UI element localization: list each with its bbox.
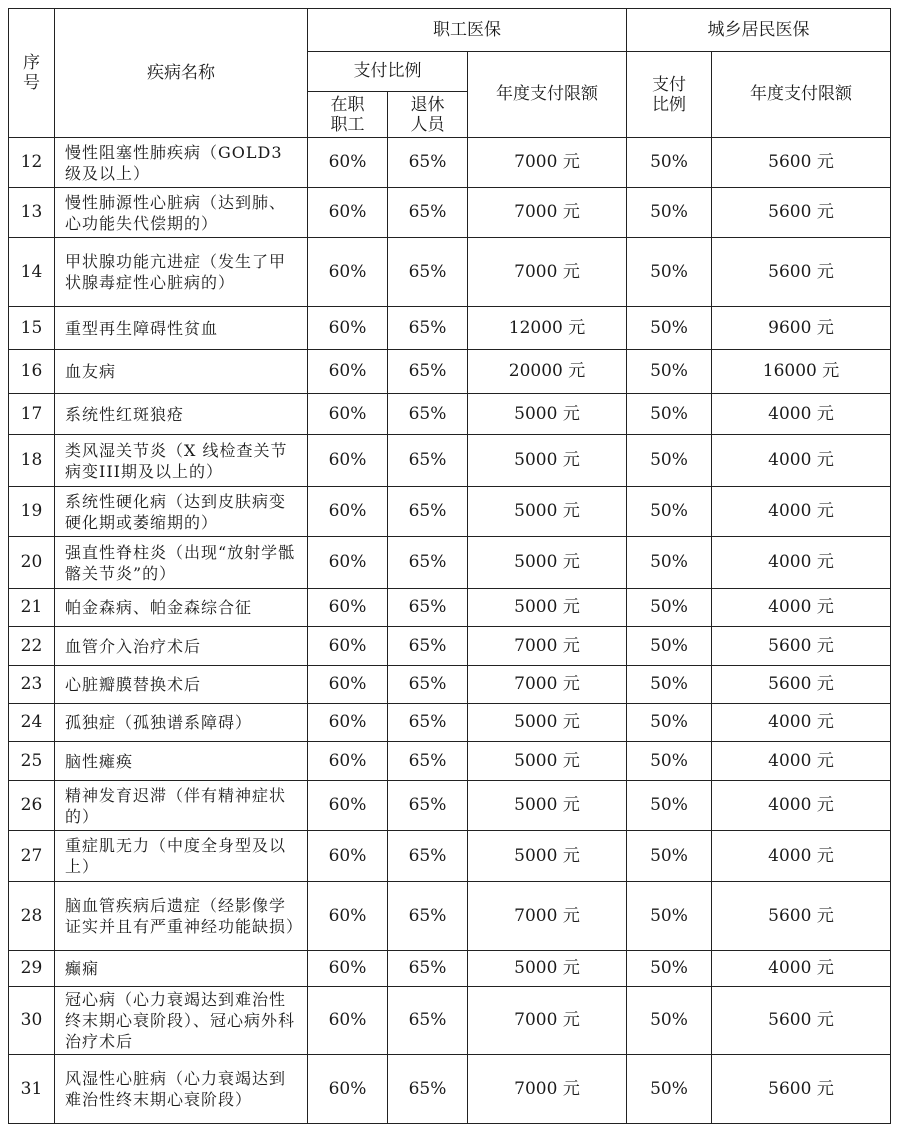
- row-seq: 12: [9, 138, 55, 188]
- row-employee-ratio: 60%: [308, 138, 388, 188]
- row-retired-ratio: 65%: [388, 487, 468, 537]
- table-row: [9, 188, 891, 238]
- row-resident-ratio: 50%: [627, 238, 712, 307]
- row-retired-ratio: 65%: [388, 394, 468, 435]
- row-disease-name: 心脏瓣膜替换术后: [55, 666, 308, 704]
- row-seq: 26: [9, 781, 55, 831]
- row-resident-limit: 9600 元: [712, 307, 891, 350]
- row-employee-limit: 7000 元: [468, 238, 627, 307]
- table-row: [9, 487, 891, 537]
- header-employee-pay-ratio: 支付比例: [308, 52, 468, 92]
- row-employee-limit: 20000 元: [468, 350, 627, 394]
- row-seq: 14: [9, 238, 55, 307]
- row-employee-ratio: 60%: [308, 951, 388, 987]
- row-resident-limit: 16000 元: [712, 350, 891, 394]
- row-disease-name: 重型再生障碍性贫血: [55, 307, 308, 350]
- row-retired-ratio: 65%: [388, 627, 468, 666]
- row-resident-ratio: 50%: [627, 394, 712, 435]
- row-retired-ratio: 65%: [388, 704, 468, 742]
- row-resident-limit: 4000 元: [712, 435, 891, 487]
- row-employee-limit: 7000 元: [468, 987, 627, 1055]
- row-employee-ratio: 60%: [308, 666, 388, 704]
- row-retired-ratio: 65%: [388, 882, 468, 951]
- row-resident-ratio: 50%: [627, 742, 712, 781]
- header-in-service: 在职职工: [308, 92, 388, 138]
- row-resident-ratio: 50%: [627, 350, 712, 394]
- row-retired-ratio: 65%: [388, 435, 468, 487]
- row-seq: 29: [9, 951, 55, 987]
- row-resident-limit: 5600 元: [712, 627, 891, 666]
- row-retired-ratio: 65%: [388, 742, 468, 781]
- table-row: [9, 589, 891, 627]
- row-seq: 21: [9, 589, 55, 627]
- row-resident-ratio: 50%: [627, 781, 712, 831]
- row-disease-name: 系统性硬化病（达到皮肤病变硬化期或萎缩期的）: [55, 487, 308, 537]
- row-resident-ratio: 50%: [627, 589, 712, 627]
- table-row: [9, 350, 891, 394]
- row-employee-ratio: 60%: [308, 781, 388, 831]
- row-seq: 13: [9, 188, 55, 238]
- row-seq: 30: [9, 987, 55, 1055]
- row-seq: 27: [9, 831, 55, 882]
- row-employee-ratio: 60%: [308, 188, 388, 238]
- row-employee-limit: 7000 元: [468, 138, 627, 188]
- row-retired-ratio: 65%: [388, 666, 468, 704]
- row-disease-name: 强直性脊柱炎（出现“放射学骶髂关节炎”的）: [55, 537, 308, 589]
- row-seq: 20: [9, 537, 55, 589]
- row-employee-limit: 5000 元: [468, 831, 627, 882]
- row-employee-limit: 5000 元: [468, 589, 627, 627]
- row-disease-name: 系统性红斑狼疮: [55, 394, 308, 435]
- header-employee-insurance: 职工医保: [308, 9, 627, 52]
- row-retired-ratio: 65%: [388, 537, 468, 589]
- row-resident-ratio: 50%: [627, 487, 712, 537]
- row-disease-name: 重症肌无力（中度全身型及以上）: [55, 831, 308, 882]
- row-employee-ratio: 60%: [308, 831, 388, 882]
- row-employee-ratio: 60%: [308, 487, 388, 537]
- row-seq: 15: [9, 307, 55, 350]
- table-row: [9, 537, 891, 589]
- row-employee-limit: 7000 元: [468, 188, 627, 238]
- row-employee-limit: 5000 元: [468, 704, 627, 742]
- row-disease-name: 血友病: [55, 350, 308, 394]
- table-row: [9, 742, 891, 781]
- row-resident-limit: 5600 元: [712, 1055, 891, 1124]
- row-disease-name: 脑性瘫痪: [55, 742, 308, 781]
- row-employee-ratio: 60%: [308, 742, 388, 781]
- row-disease-name: 类风湿关节炎（X 线检查关节病变III期及以上的）: [55, 435, 308, 487]
- header-employee-annual-limit: 年度支付限额: [468, 52, 627, 138]
- table-row: [9, 1055, 891, 1124]
- row-employee-limit: 5000 元: [468, 951, 627, 987]
- table-row: [9, 307, 891, 350]
- row-resident-limit: 5600 元: [712, 987, 891, 1055]
- row-resident-limit: 4000 元: [712, 831, 891, 882]
- row-seq: 17: [9, 394, 55, 435]
- row-retired-ratio: 65%: [388, 1055, 468, 1124]
- row-resident-limit: 4000 元: [712, 589, 891, 627]
- row-resident-limit: 4000 元: [712, 742, 891, 781]
- row-disease-name: 精神发育迟滞（伴有精神症状的）: [55, 781, 308, 831]
- row-employee-ratio: 60%: [308, 238, 388, 307]
- row-employee-ratio: 60%: [308, 589, 388, 627]
- table-row: [9, 987, 891, 1055]
- row-retired-ratio: 65%: [388, 589, 468, 627]
- row-retired-ratio: 65%: [388, 238, 468, 307]
- row-resident-limit: 4000 元: [712, 704, 891, 742]
- row-resident-limit: 4000 元: [712, 951, 891, 987]
- header-retired: 退休人员: [388, 92, 468, 138]
- header-resident-pay-ratio: 支付比例: [627, 52, 712, 138]
- row-retired-ratio: 65%: [388, 951, 468, 987]
- row-resident-ratio: 50%: [627, 831, 712, 882]
- row-employee-ratio: 60%: [308, 882, 388, 951]
- row-disease-name: 风湿性心脏病（心力衰竭达到难治性终末期心衰阶段）: [55, 1055, 308, 1124]
- row-employee-limit: 7000 元: [468, 1055, 627, 1124]
- table-row: [9, 951, 891, 987]
- row-retired-ratio: 65%: [388, 188, 468, 238]
- row-resident-limit: 5600 元: [712, 238, 891, 307]
- row-retired-ratio: 65%: [388, 987, 468, 1055]
- row-seq: 23: [9, 666, 55, 704]
- table-row: [9, 831, 891, 882]
- row-employee-ratio: 60%: [308, 987, 388, 1055]
- row-resident-ratio: 50%: [627, 987, 712, 1055]
- row-employee-limit: 7000 元: [468, 627, 627, 666]
- row-seq: 18: [9, 435, 55, 487]
- row-employee-limit: 5000 元: [468, 537, 627, 589]
- row-resident-limit: 4000 元: [712, 394, 891, 435]
- row-resident-ratio: 50%: [627, 138, 712, 188]
- header-disease-name: 疾病名称: [55, 9, 308, 138]
- row-disease-name: 癫痫: [55, 951, 308, 987]
- row-employee-ratio: 60%: [308, 704, 388, 742]
- row-resident-limit: 5600 元: [712, 188, 891, 238]
- row-resident-limit: 5600 元: [712, 882, 891, 951]
- row-employee-ratio: 60%: [308, 350, 388, 394]
- row-resident-ratio: 50%: [627, 627, 712, 666]
- row-resident-limit: 4000 元: [712, 537, 891, 589]
- row-disease-name: 慢性阻塞性肺疾病（GOLD3 级及以上）: [55, 138, 308, 188]
- table-row: [9, 138, 891, 188]
- row-resident-ratio: 50%: [627, 307, 712, 350]
- row-resident-limit: 4000 元: [712, 781, 891, 831]
- row-disease-name: 冠心病（心力衰竭达到难治性终末期心衰阶段）、冠心病外科治疗术后: [55, 987, 308, 1055]
- row-employee-limit: 5000 元: [468, 487, 627, 537]
- disease-coverage-table: [8, 8, 891, 1124]
- row-disease-name: 甲状腺功能亢进症（发生了甲状腺毒症性心脏病的）: [55, 238, 308, 307]
- row-employee-limit: 5000 元: [468, 435, 627, 487]
- row-resident-ratio: 50%: [627, 704, 712, 742]
- row-retired-ratio: 65%: [388, 831, 468, 882]
- row-employee-ratio: 60%: [308, 307, 388, 350]
- row-disease-name: 帕金森病、帕金森综合征: [55, 589, 308, 627]
- table-row: [9, 704, 891, 742]
- table-row: [9, 238, 891, 307]
- row-disease-name: 脑血管疾病后遗症（经影像学证实并且有严重神经功能缺损）: [55, 882, 308, 951]
- row-resident-ratio: 50%: [627, 951, 712, 987]
- row-employee-ratio: 60%: [308, 627, 388, 666]
- row-resident-limit: 4000 元: [712, 487, 891, 537]
- table-row: [9, 882, 891, 951]
- row-retired-ratio: 65%: [388, 350, 468, 394]
- row-retired-ratio: 65%: [388, 307, 468, 350]
- header-resident-insurance: 城乡居民医保: [627, 9, 891, 52]
- row-employee-limit: 5000 元: [468, 394, 627, 435]
- row-resident-limit: 5600 元: [712, 666, 891, 704]
- table-row: [9, 394, 891, 435]
- row-employee-limit: 7000 元: [468, 882, 627, 951]
- row-resident-limit: 5600 元: [712, 138, 891, 188]
- row-resident-ratio: 50%: [627, 537, 712, 589]
- row-employee-ratio: 60%: [308, 435, 388, 487]
- header-resident-annual-limit: 年度支付限额: [712, 52, 891, 138]
- row-employee-ratio: 60%: [308, 394, 388, 435]
- header-seq: 序号: [9, 9, 55, 138]
- row-resident-ratio: 50%: [627, 1055, 712, 1124]
- row-seq: 31: [9, 1055, 55, 1124]
- row-resident-ratio: 50%: [627, 435, 712, 487]
- row-employee-limit: 12000 元: [468, 307, 627, 350]
- row-disease-name: 血管介入治疗术后: [55, 627, 308, 666]
- row-employee-limit: 5000 元: [468, 781, 627, 831]
- row-seq: 24: [9, 704, 55, 742]
- table-row: [9, 666, 891, 704]
- row-resident-ratio: 50%: [627, 666, 712, 704]
- table-row: [9, 627, 891, 666]
- row-employee-limit: 7000 元: [468, 666, 627, 704]
- row-disease-name: 慢性肺源性心脏病（达到肺、心功能失代偿期的）: [55, 188, 308, 238]
- row-resident-ratio: 50%: [627, 188, 712, 238]
- table-row: [9, 435, 891, 487]
- row-retired-ratio: 65%: [388, 781, 468, 831]
- row-employee-ratio: 60%: [308, 537, 388, 589]
- row-resident-ratio: 50%: [627, 882, 712, 951]
- row-retired-ratio: 65%: [388, 138, 468, 188]
- row-seq: 25: [9, 742, 55, 781]
- row-seq: 28: [9, 882, 55, 951]
- row-employee-ratio: 60%: [308, 1055, 388, 1124]
- row-seq: 16: [9, 350, 55, 394]
- row-employee-limit: 5000 元: [468, 742, 627, 781]
- row-disease-name: 孤独症（孤独谱系障碍）: [55, 704, 308, 742]
- row-seq: 19: [9, 487, 55, 537]
- row-seq: 22: [9, 627, 55, 666]
- table-row: [9, 781, 891, 831]
